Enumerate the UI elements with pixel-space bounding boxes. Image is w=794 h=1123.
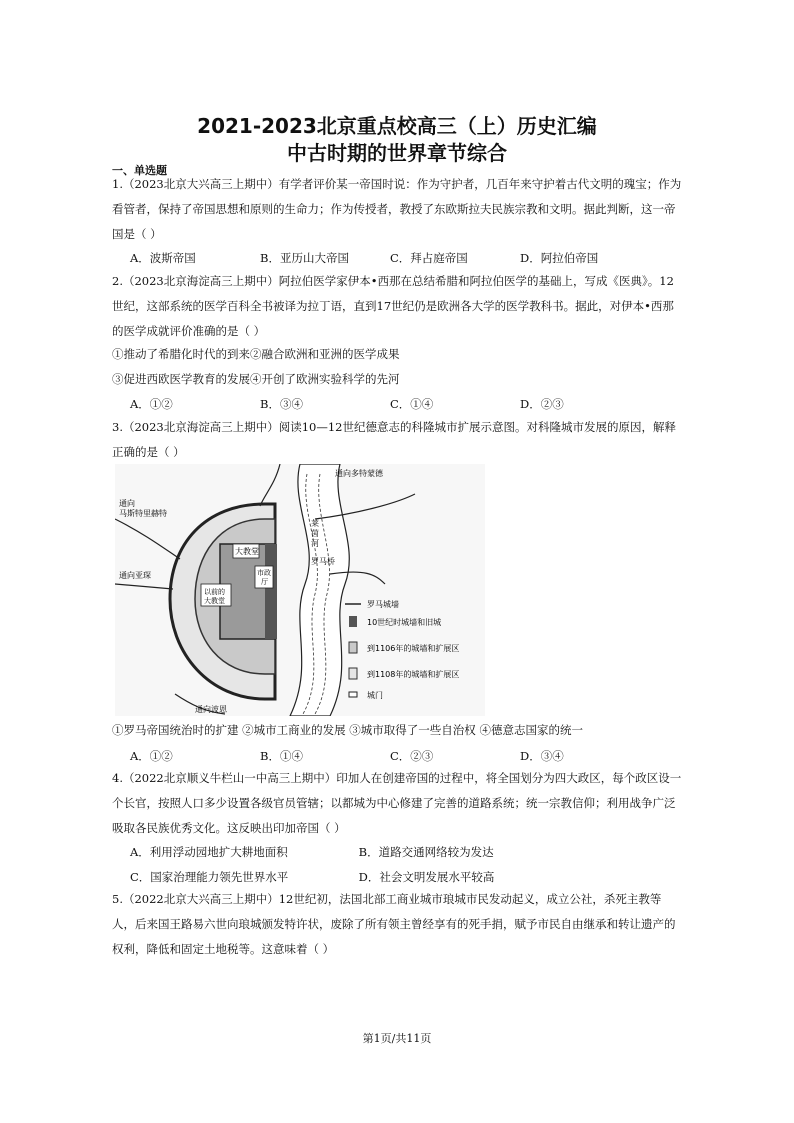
option-a[interactable]: A．①② [130, 397, 173, 411]
option-d[interactable]: D．③④ [520, 749, 564, 763]
question-5 [112, 887, 682, 962]
question-1 [112, 172, 682, 247]
label-old-cathedral-2: 大教堂 [204, 597, 225, 605]
option-c[interactable]: C．拜占庭帝国 [390, 251, 468, 265]
question-3-statements: ①罗马帝国统治时的扩建 ②城市工商业的发展 ③城市取得了一些自治权 ④德意志国家的统一 [112, 723, 583, 737]
option-d[interactable]: D．社会文明发展水平较高 [358, 870, 495, 884]
question-2-statements-1: ①推动了希腊化时代的到来②融合欧洲和亚洲的医学成果 [112, 347, 400, 361]
label-rhine-2: 茵 [311, 529, 319, 538]
question-4-text: 4.（2022北京顺义牛栏山一中高三上期中）印加人在创建帝国的过程中，将全国划分为四大政区，每个政区设一个长官，按照人口多少设置各级官员管辖；以都城为中心修建了完善的道路系统；统一宗教信仰；利用战争广泛吸取各民族优秀文化。这反映出印加帝国（ ） [112, 771, 682, 835]
label-city-hall-1: 市政 [257, 569, 271, 577]
option-a[interactable]: A．①② [130, 749, 173, 763]
option-b[interactable]: B．①④ [260, 749, 303, 763]
map-legend [345, 599, 459, 700]
option-b[interactable]: B．③④ [260, 397, 303, 411]
label-roman-bridge: 罗马桥 [311, 557, 335, 566]
option-b[interactable]: B．亚历山大帝国 [260, 251, 349, 265]
label-old-cathedral-1: 以前的 [204, 588, 225, 596]
label-maastricht-1: 通向 [119, 499, 135, 508]
question-1-text: 1.（2023北京大兴高三上期中）有学者评价某一帝国时说：作为守护者，几百年来守护着古代文明的瑰宝；作为看管者，保持了帝国思想和原则的生命力；作为传授者，教授了东欧斯拉夫民族宗教和文明。据此判断，这一帝国是（ ） [112, 177, 682, 241]
question-2-options [130, 396, 670, 412]
question-3-options [130, 748, 670, 764]
page-title: 2021-2023北京重点校高三（上）历史汇编 [197, 114, 597, 138]
label-aachen: 通向亚琛 [119, 571, 151, 580]
label-cathedral: 大教堂 [235, 547, 259, 556]
label-dortmund: 通向多特蒙德 [335, 469, 383, 478]
option-c[interactable]: C．②③ [390, 749, 434, 763]
legend-1106: 到1106年的城墙和扩展区 [367, 644, 460, 653]
section-heading: 一、单选题 [112, 164, 167, 177]
cologne-map [115, 464, 485, 716]
option-c[interactable]: C．①④ [390, 397, 434, 411]
page-subtitle: 中古时期的世界章节综合 [287, 141, 507, 165]
question-2-text: 2.（2023北京海淀高三上期中）阿拉伯医学家伊本•西那在总结希腊和阿拉伯医学的基础上，写成《医典》。12世纪，这部系统的医学百科全书被译为拉丁语，直到17世纪仍是欧洲各大学的医学教科书。据此，对伊本•西那的医学成就评价准确的是（ ） [112, 274, 674, 338]
question-2-statements-2: ③促进西欧医学教育的发展④开创了欧洲实验科学的先河 [112, 372, 400, 386]
label-city-hall-2: 厅 [261, 578, 268, 586]
option-d[interactable]: D．阿拉伯帝国 [520, 251, 599, 265]
legend-1108: 到1108年的城墙和扩展区 [367, 670, 460, 679]
question-3-text: 3.（2023北京海淀高三上期中）阅读10—12世纪德意志的科隆城市扩展示意图。对科隆城市发展的原因，解释正确的是（ ） [112, 420, 677, 459]
label-maastricht-2: 马斯特里赫特 [119, 509, 167, 518]
question-4 [112, 766, 682, 841]
label-bonn: 通向波恩 [195, 705, 227, 714]
option-a[interactable]: A．利用浮动园地扩大耕地面积 [130, 845, 288, 859]
option-d[interactable]: D．②③ [520, 397, 564, 411]
legend-roman-wall: 罗马城墙 [367, 600, 399, 609]
question-4-options-row-2 [130, 869, 584, 885]
question-5-text: 5.（2022北京大兴高三上期中）12世纪初，法国北部工商业城市琅城市民发动起义，成立公社，杀死主教等人，后来国王路易六世向琅城颁发特许状，废除了所有领主曾经享有的死手捐，赋予市民自由继承和转让遗产的权利，降低和固定土地税等。这意味着（ ） [112, 892, 676, 956]
option-b[interactable]: B．道路交通网络较为发达 [358, 845, 494, 859]
legend-gate: 城门 [367, 691, 383, 700]
option-a[interactable]: A．波斯帝国 [130, 251, 196, 265]
question-4-options-row-1 [130, 844, 584, 860]
question-2 [112, 269, 682, 344]
label-rhine-1: 莱 [311, 519, 319, 528]
option-c[interactable]: C．国家治理能力领先世界水平 [130, 870, 289, 884]
question-1-options [130, 250, 670, 266]
question-3 [112, 415, 682, 465]
legend-10th-century: 10世纪时城墙和旧城 [367, 618, 442, 627]
page-number: 第1页/共11页 [362, 1032, 432, 1045]
label-rhine-3: 河 [311, 539, 319, 548]
